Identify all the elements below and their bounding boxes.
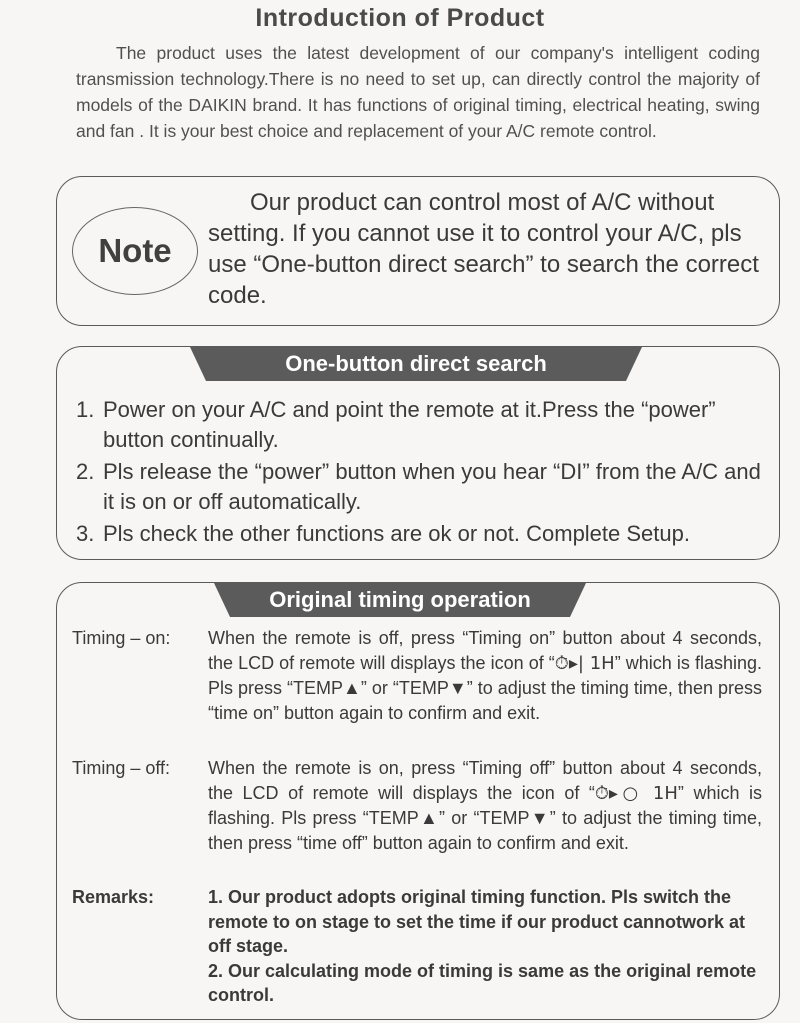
- timer-off-lcd-icon: ⏱▸○ 1H: [594, 782, 678, 804]
- search-heading: One-button direct search: [285, 351, 547, 376]
- timing-off-text-a: When the remote is on, press “Timing off” button about 4 seconds, the LCD of remote will displays the icon of “: [208, 758, 762, 803]
- step-number: 2.: [76, 459, 95, 484]
- remark-item: 1. Our product adopts original timing function. Pls switch the remote to on stage to set the time if our product cannotwork at off stage.: [208, 887, 746, 956]
- note-badge: [72, 207, 198, 295]
- remarks-body: [208, 885, 762, 1008]
- timing-on-label: Timing – on:: [72, 628, 171, 648]
- timing-off-label: Timing – off:: [72, 758, 171, 778]
- timing-off-description: [208, 756, 762, 855]
- note-line-rest: setting. If you cannot use it to control your A/C, pls use “One-button direct search” to search the correct code.: [208, 220, 759, 309]
- step-text: Power on your A/C and point the remote at it.Press the “power” button continually.: [103, 397, 716, 452]
- timing-off-section: [72, 756, 762, 855]
- step-text: Pls release the “power” button when you hear “DI” from the A/C and it is on or off automatically.: [103, 459, 761, 514]
- step-text: Pls check the other functions are ok or not. Complete Setup.: [103, 521, 690, 546]
- timing-off-text-b: ” which is flashing. Pls press “TEMP▲” or “TEMP▼” to adjust the timing time, then press “time off” button again to confirm and exit.: [208, 782, 762, 853]
- timing-on-section: [72, 626, 762, 725]
- step-number: 1.: [76, 397, 95, 422]
- search-steps: [76, 395, 766, 551]
- timer-on-lcd-icon: ⏱▸| 1H: [554, 652, 615, 674]
- timing-heading-banner: [214, 582, 586, 618]
- timing-heading: Original timing operation: [269, 587, 531, 612]
- note-line-first: Our product can control most of A/C without: [250, 189, 715, 216]
- note-text: [208, 187, 760, 311]
- remarks-label: Remarks:: [72, 887, 155, 907]
- list-item: [76, 457, 766, 517]
- search-heading-banner: [190, 346, 642, 382]
- page-title: Introduction of Product: [255, 4, 545, 32]
- list-item: [76, 519, 766, 549]
- remark-item: 2. Our calculating mode of timing is same as the original remote control.: [208, 960, 757, 1005]
- timing-on-text-b: ” which is flashing. Pls press “TEMP▲” or “TEMP▼” to adjust the timing time, then press “time on” button again to confirm and exit.: [208, 652, 762, 723]
- timing-on-text-a: When the remote is off, press “Timing on” button about 4 seconds, the LCD of remote will displays the icon of “: [208, 628, 762, 673]
- step-number: 3.: [76, 521, 95, 546]
- intro-paragraph: The product uses the latest development of our company's intelligent coding transmission technology.There is no need to set up, can directly control the majority of models of the DAIKIN brand. It has functions of original timing, electrical heating, swing and fan . It is your best choice and replacement of your A/C remote control.: [76, 43, 760, 141]
- note-badge-label: Note: [98, 232, 172, 269]
- timing-on-description: [208, 626, 762, 725]
- list-item: [76, 395, 766, 455]
- remarks-section: [72, 885, 762, 1008]
